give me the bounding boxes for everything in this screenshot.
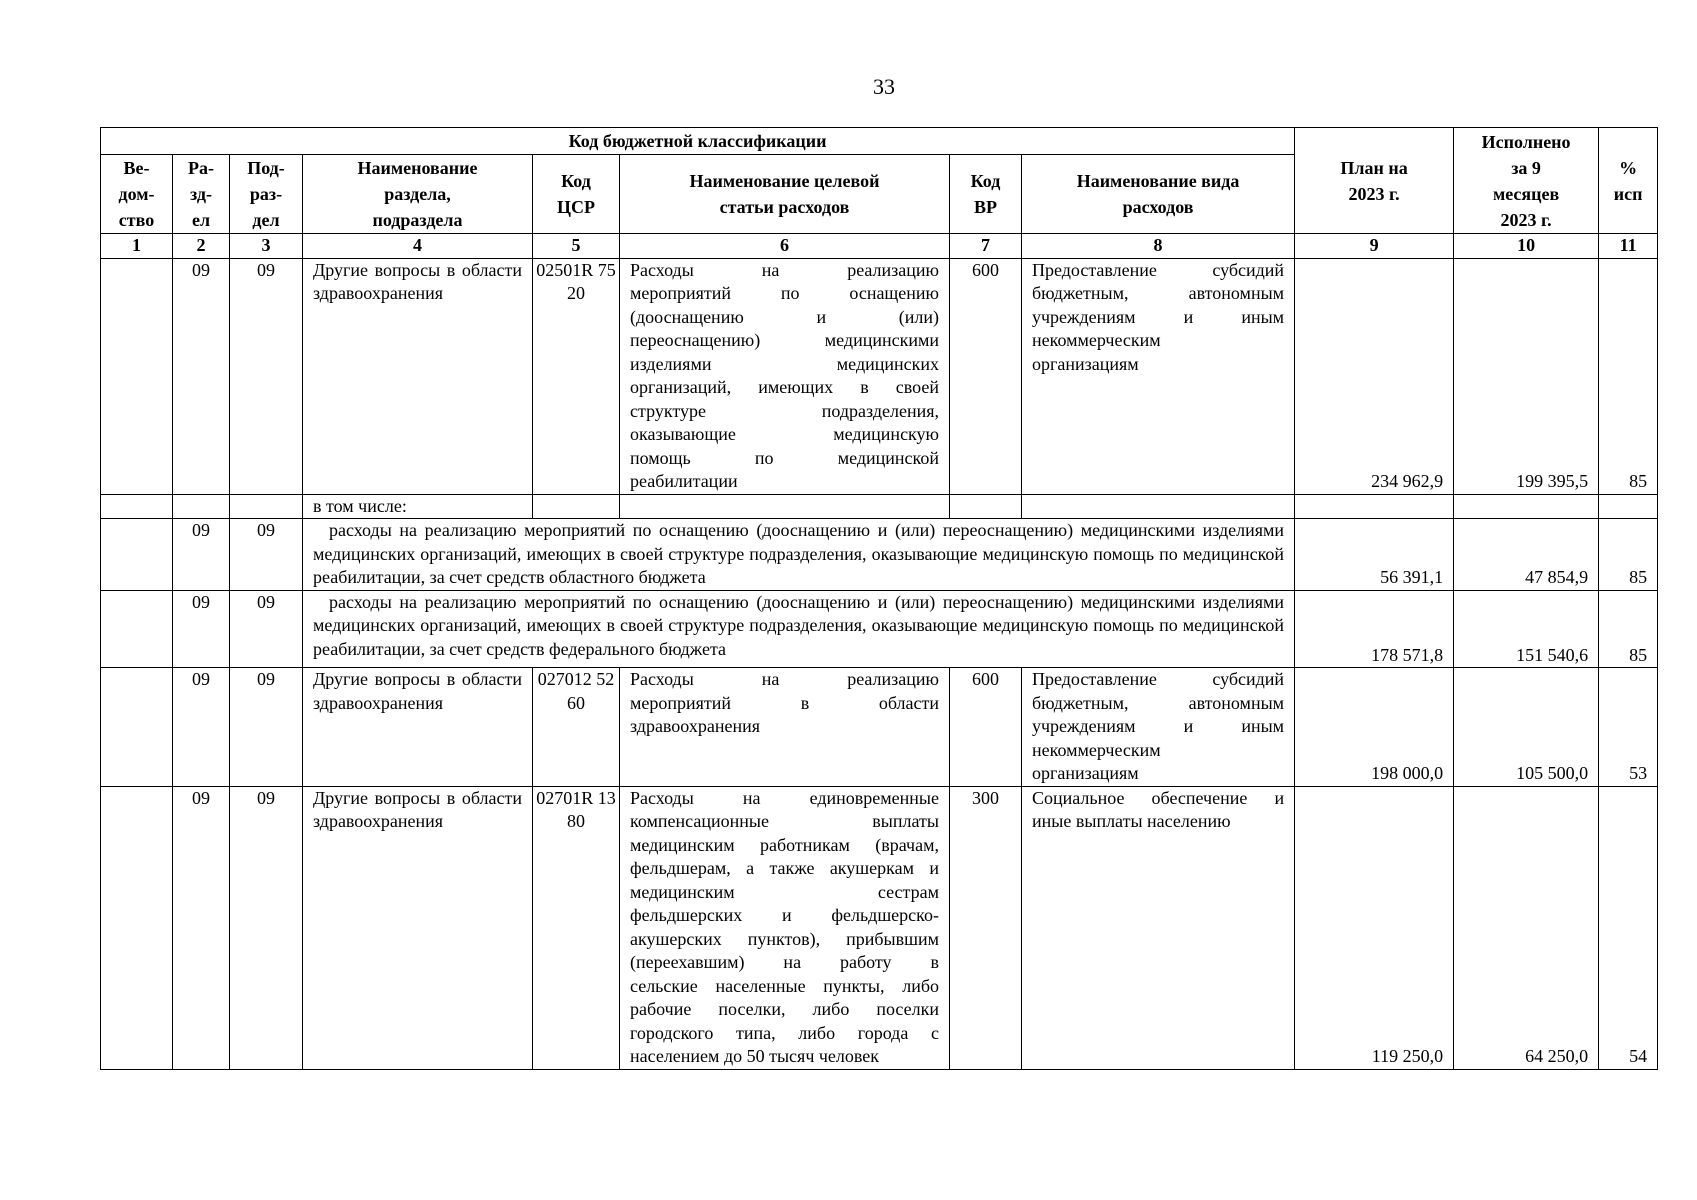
text-line: медицинским сестрам (630, 881, 939, 902)
header-target-name: Наименование целевой статьи расходов (620, 155, 950, 234)
cell-plan: 119 250,0 (1295, 786, 1454, 1069)
cell-csr: 02501R 7520 (533, 258, 620, 494)
cell-razdel: 09 (173, 590, 230, 668)
column-number: 5 (533, 234, 620, 259)
text-line: населением до 50 тысяч человек (630, 1046, 880, 1066)
text-line: городского типа, либо города с (630, 1022, 939, 1043)
cell-razdel: 09 (173, 519, 230, 591)
cell-percent: 85 (1599, 519, 1658, 591)
column-number: 11 (1599, 234, 1658, 259)
text-line: рабочие поселки, либо поселки (630, 999, 939, 1019)
text-line: компенсационные выплаты (630, 811, 939, 831)
cell-razdel: 09 (173, 786, 230, 1069)
cell-target-name (620, 668, 950, 787)
header-plan: План на 2023 г. (1295, 128, 1454, 234)
text-line: мероприятий в области (630, 692, 939, 713)
header-percent: % исп (1599, 128, 1658, 234)
cell-section-name: Другие вопросы в области здравоохранения (303, 668, 533, 787)
budget-table (100, 127, 1658, 1070)
text-line: реабилитации (630, 471, 738, 491)
cell-plan: 56 391,1 (1295, 519, 1454, 591)
header-vid-name: Наименование вида расходов (1022, 155, 1295, 234)
column-number: 4 (303, 234, 533, 259)
cell-vid-name (1022, 258, 1295, 494)
cell-podrazdel: 09 (230, 786, 303, 1069)
text-line: сельские населенные пункты, либо (630, 975, 939, 996)
cell-executed: 199 395,5 (1454, 258, 1599, 494)
header-vedomstvo: Ве- дом- ство (101, 155, 173, 234)
text-line: иные выплаты населению (1032, 811, 1231, 831)
cell-csr: 027012 5260 (533, 668, 620, 787)
text-line: Предоставление субсидий (1032, 669, 1285, 689)
header-executed: Исполнено за 9 месяцев 2023 г. (1454, 128, 1599, 234)
cell-vr: 600 (950, 258, 1022, 494)
cell-target-name (620, 258, 950, 494)
text-line: (переехавшим) на работу в (630, 952, 939, 972)
text-line: фельдшерских и фельдшерско- (630, 905, 939, 925)
cell-executed: 151 540,6 (1454, 590, 1599, 668)
cell-percent: 54 (1599, 786, 1658, 1069)
cell-executed: 47 854,9 (1454, 519, 1599, 591)
column-number: 6 (620, 234, 950, 259)
table-row (101, 786, 1658, 1069)
cell-vr: 300 (950, 786, 1022, 1069)
table-row (101, 590, 1658, 668)
column-number: 1 (101, 234, 173, 259)
table-row (101, 519, 1658, 591)
text-line: Предоставление субсидий (1032, 259, 1285, 280)
cell-csr: 02701R 1380 (533, 786, 620, 1069)
text-line: здравоохранения (630, 716, 761, 736)
column-number: 3 (230, 234, 303, 259)
column-number: 7 (950, 234, 1022, 259)
text-line: фельдшерам, а также акушеркам и (630, 858, 939, 878)
text-line: (дооснащению и (или) (630, 306, 939, 327)
cell-vr: 600 (950, 668, 1022, 787)
cell-podrazdel: 09 (230, 590, 303, 668)
column-number: 2 (173, 234, 230, 259)
header-razdel: Ра- зд- ел (173, 155, 230, 234)
cell-sub-description: расходы на реализацию мероприятий по оснащению (дооснащению и (или) переоснащению) медицинскими изделиями медицинских организаций, имеющих в своей структуре подразделения, оказывающие медицинскую помощь по медицинской реабилитации, за счет средств федерального бюджета (303, 590, 1295, 668)
text-line: Социальное обеспечение и (1032, 787, 1285, 808)
cell-podrazdel: 09 (230, 258, 303, 494)
cell-razdel: 09 (173, 668, 230, 787)
cell-percent: 85 (1599, 258, 1658, 494)
text-line: учреждениям и иным (1032, 716, 1285, 736)
text-line: акушерских пунктов), прибывшим (630, 928, 939, 949)
header-section-name: Наименование раздела, подраздела (303, 155, 533, 234)
column-number: 8 (1022, 234, 1295, 259)
cell-sub-description: расходы на реализацию мероприятий по оснащению (дооснащению и (или) переоснащению) медицинскими изделиями медицинских организаций, имеющих в своей структуре подразделения, оказывающие медицинскую помощь по медицинской реабилитации, за счет средств областного бюджета (303, 519, 1295, 591)
cell-vedomstvo (101, 258, 173, 494)
cell-section-name: Другие вопросы в области здравоохранения (303, 258, 533, 494)
table-row (101, 668, 1658, 787)
cell-podrazdel: 09 (230, 519, 303, 591)
column-number: 10 (1454, 234, 1599, 259)
header-csr: Код ЦСР (533, 155, 620, 234)
cell-vid-name (1022, 668, 1295, 787)
table-row (101, 258, 1658, 494)
text-line: медицинским работникам (врачам, (630, 834, 939, 855)
cell-plan: 178 571,8 (1295, 590, 1454, 668)
column-number-row (101, 234, 1658, 259)
text-line: некоммерческим (1032, 739, 1161, 760)
text-line: учреждениям и иным (1032, 306, 1285, 327)
header-budget-classification: Код бюджетной классификации (101, 128, 1295, 155)
table-row (101, 494, 1658, 519)
page-number: 33 (873, 74, 895, 99)
text-line: мероприятий по оснащению (630, 283, 939, 303)
text-line: бюджетным, автономным (1032, 692, 1285, 713)
text-line: бюджетным, автономным (1032, 283, 1285, 303)
cell-target-name (620, 786, 950, 1069)
cell-executed: 64 250,0 (1454, 786, 1599, 1069)
header-vr: Код ВР (950, 155, 1022, 234)
column-number: 9 (1295, 234, 1454, 259)
cell-percent: 53 (1599, 668, 1658, 787)
cell-plan: 234 962,9 (1295, 258, 1454, 494)
text-line: оказывающие медицинскую (630, 424, 939, 444)
cell-percent: 85 (1599, 590, 1658, 668)
text-line: организаций, имеющих в своей (630, 377, 939, 397)
text-line: некоммерческим (1032, 330, 1161, 350)
cell-section-name: Другие вопросы в области здравоохранения (303, 786, 533, 1069)
text-line: организациям (1032, 763, 1139, 783)
text-line: помощь по медицинской (630, 447, 939, 468)
text-line: Расходы на реализацию (630, 259, 939, 280)
text-line: структуре подразделения, (630, 400, 939, 421)
cell-vid-name (1022, 786, 1295, 1069)
cell-subheader: в том числе: (303, 494, 533, 519)
text-line: переоснащению) медицинскими (630, 330, 939, 350)
text-line: изделиями медицинских (630, 353, 939, 374)
header-podrazdel: Под- раз- дел (230, 155, 303, 234)
text-line: Расходы на реализацию (630, 669, 939, 689)
cell-executed: 105 500,0 (1454, 668, 1599, 787)
text-line: Расходы на единовременные (630, 787, 939, 808)
text-line: организациям (1032, 353, 1139, 374)
cell-plan: 198 000,0 (1295, 668, 1454, 787)
cell-podrazdel: 09 (230, 668, 303, 787)
cell-razdel: 09 (173, 258, 230, 494)
